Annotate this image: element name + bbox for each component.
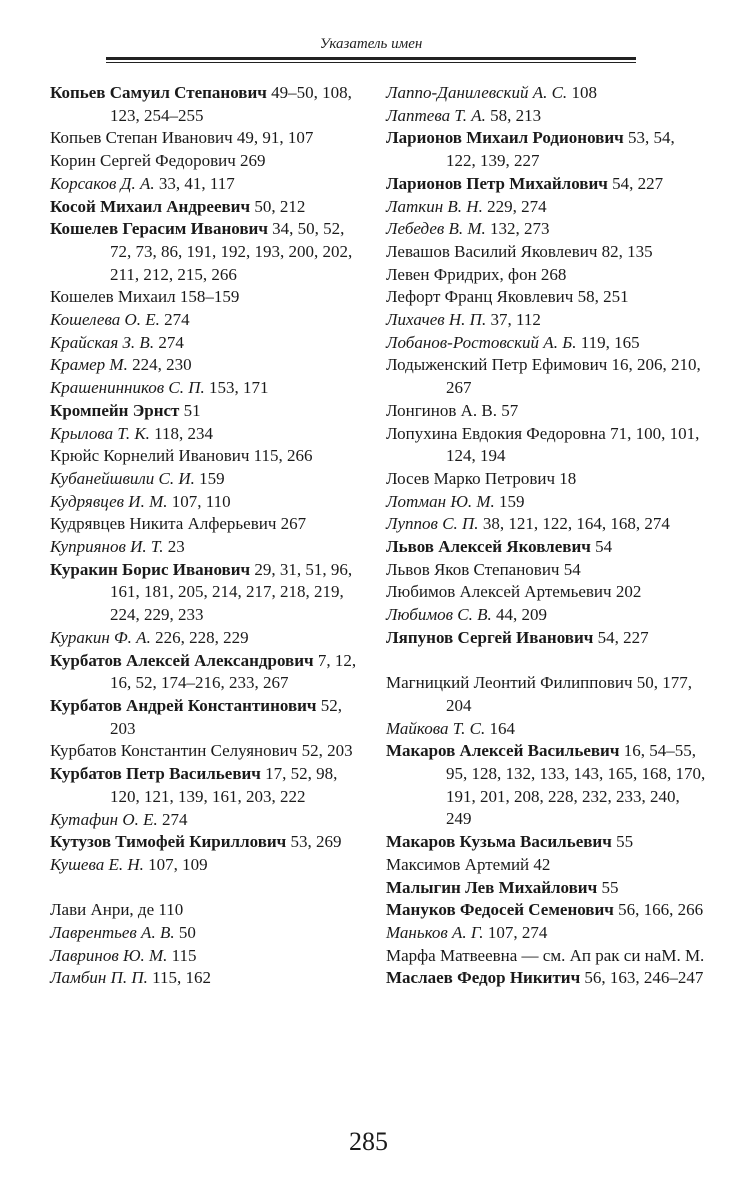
index-entry <box>50 332 368 355</box>
index-entry <box>386 877 706 900</box>
entry-pages: 50 <box>178 923 196 942</box>
entry-name: Крашенинников С. П. <box>50 378 205 398</box>
index-entry <box>386 945 706 968</box>
entry-name: Ларионов Михаил Родионович <box>386 128 624 148</box>
entry-pages: 159 <box>499 491 525 511</box>
entry-name: Лосев Марко Петрович <box>386 468 556 488</box>
entry-name: Левен Фридрих, фон <box>386 264 537 284</box>
entry-pages: 42 <box>533 854 551 874</box>
entry-name: Курбатов Константин Селуянович <box>50 741 298 761</box>
index-entry <box>386 854 706 877</box>
entry-name: Ламбин П. П. <box>50 968 148 988</box>
entry-pages: 33, 41, 117 <box>158 173 235 193</box>
index-entry <box>386 423 706 468</box>
header-rule-thin <box>106 62 636 63</box>
index-entry <box>50 127 368 150</box>
entry-name: Курбатов Алексей Александрович <box>50 650 314 670</box>
index-entry <box>50 854 368 877</box>
entry-name: Кошелева О. Е. <box>50 310 160 330</box>
entry-pages: 224, 230 <box>132 355 192 375</box>
entry-pages: 51 <box>183 400 201 420</box>
entry-name: Лаптева Т. А. <box>386 105 486 125</box>
index-entry <box>386 899 706 922</box>
index-entry <box>386 196 706 219</box>
index-entry <box>386 82 706 105</box>
entry-pages: 159 <box>199 468 225 488</box>
index-entry <box>386 559 706 582</box>
entry-name: Кудрявцев Никита Алферьевич <box>50 514 277 534</box>
entry-pages: 37, 112 <box>490 310 541 330</box>
entry-name: Латкин В. Н. <box>386 196 483 216</box>
entry-pages: 50, 212 <box>254 196 306 216</box>
entry-name: Лотман Ю. М. <box>386 491 495 511</box>
entry-name: Куприянов И. Т. <box>50 537 164 557</box>
entry-pages: 56, 163, 246–247 <box>584 968 704 988</box>
index-entry <box>386 967 706 990</box>
entry-pages: 132, 273 <box>490 219 550 239</box>
entry-name: Кубанейшвили С. И. <box>50 468 195 488</box>
entry-pages: 56, 166, 266 <box>618 900 704 920</box>
index-entry <box>50 763 368 808</box>
index-entry <box>50 377 368 400</box>
index-entry <box>50 831 368 854</box>
entry-name: Львов Яков Степанович <box>386 559 560 579</box>
entry-pages: 164 <box>489 718 515 738</box>
entry-name: Лонгинов А. В. <box>386 400 498 420</box>
index-entry <box>50 445 368 468</box>
entry-name: Лодыженский Петр Ефимович <box>386 355 608 375</box>
entry-pages: 202 <box>615 582 642 602</box>
index-entry <box>50 945 368 968</box>
index-entry <box>50 82 368 127</box>
entry-name: Луппов С. П. <box>386 514 479 534</box>
index-entry <box>386 241 706 264</box>
index-entry <box>50 491 368 514</box>
index-entry <box>50 150 368 173</box>
index-entry <box>386 672 706 717</box>
entry-name: Любимов С. В. <box>386 605 492 625</box>
entry-name: Мануков Федосей Семенович <box>386 900 614 920</box>
entry-name: Копьев Степан Иванович <box>50 128 233 148</box>
entry-name: Курбатов Андрей Константинович <box>50 695 317 715</box>
entry-pages: 107, 110 <box>171 491 231 511</box>
entry-name: Кромпейн Эрнст <box>50 400 180 420</box>
index-entry <box>386 286 706 309</box>
entry-pages: 23 <box>167 537 185 557</box>
index-entry <box>50 809 368 832</box>
entry-pages: 115, 162 <box>152 968 212 988</box>
entry-name: Левашов Василий Яковлевич <box>386 241 598 261</box>
index-entry <box>50 922 368 945</box>
entry-name: Максимов Артемий <box>386 854 530 874</box>
entry-name: Корин Сергей Федорович <box>50 151 236 171</box>
running-header: Указатель имен <box>319 36 423 52</box>
entry-pages: 52, 203 <box>301 741 353 761</box>
entry-name: Ларионов Петр Михайлович <box>386 173 608 193</box>
entry-name: Куракин Борис Иванович <box>50 559 251 579</box>
entry-pages: 18 <box>559 468 577 488</box>
entry-pages: 44, 209 <box>496 605 548 625</box>
entry-pages: 54, 227 <box>597 627 649 647</box>
entry-pages: 82, 135 <box>601 241 653 261</box>
entry-name: Макаров Алексей Васильевич <box>386 741 620 761</box>
index-entry <box>386 332 706 355</box>
entry-pages: 34, 50, 52, 72, 73, 86, 191, 192, 193, 200, 202, 211, 212, 215, 266 <box>110 219 353 284</box>
entry-name: Маньков А. Г. <box>386 923 484 942</box>
entry-pages: 16, 54–55, 95, 128, 132, 133, 143, 165, 168, 170, 191, 201, 208, 228, 232, 233, 240, 249 <box>446 741 706 829</box>
entry-pages: 268 <box>540 264 567 284</box>
index-entry <box>50 627 368 650</box>
index-entry <box>386 831 706 854</box>
index-entry <box>50 218 368 286</box>
entry-pages: 38, 121, 122, 164, 168, 274 <box>482 514 670 534</box>
entry-name: Лавринов Ю. М. <box>50 945 168 965</box>
index-entry <box>386 627 706 650</box>
entry-name: Кутузов Тимофей Кириллович <box>50 832 287 852</box>
index-entry <box>386 513 706 536</box>
entry-pages: 49–50, 108, 123, 254–255 <box>110 83 352 125</box>
entry-pages: 110 <box>158 900 184 920</box>
entry-pages: 58, 213 <box>490 105 542 125</box>
entry-pages: 118, 234 <box>154 423 213 443</box>
entry-pages: 274 <box>164 310 190 330</box>
entry-name: Крюйс Корнелий Иванович <box>50 446 250 466</box>
index-entry <box>386 173 706 196</box>
index-entry <box>386 581 706 604</box>
index-entry <box>50 559 368 627</box>
index-entry <box>386 718 706 741</box>
entry-pages: 115, 266 <box>253 446 313 466</box>
index-entry <box>386 400 706 423</box>
entry-pages: 115 <box>171 945 197 965</box>
entry-name: Лихачев Н. П. <box>386 310 487 330</box>
entry-pages: 7, 12, 16, 52, 174–216, 233, 267 <box>110 650 357 693</box>
entry-name: Крайская З. В. <box>50 332 155 352</box>
index-entry <box>386 740 706 831</box>
entry-pages: 267 <box>280 514 307 534</box>
entry-pages: 108 <box>571 83 597 102</box>
entry-name: Малыгин Лев Михайлович <box>386 877 598 897</box>
index-entry <box>50 423 368 446</box>
index-entry <box>50 286 368 309</box>
entry-pages: 229, 274 <box>487 196 547 216</box>
entry-name: Копьев Самуил Степанович <box>50 83 267 102</box>
entry-pages: 57 <box>501 400 519 420</box>
entry-pages: 53, 54, 122, 139, 227 <box>446 128 675 171</box>
entry-pages: 71, 100, 101, 124, 194 <box>446 423 700 466</box>
entry-pages: 55 <box>601 877 619 897</box>
entry-pages: 54, 227 <box>612 173 664 193</box>
entry-name: Лобанов-Ростовский А. Б. <box>386 332 577 352</box>
index-entry <box>50 967 368 990</box>
index-entry <box>386 922 706 945</box>
index-entry <box>386 127 706 172</box>
entry-name: Любимов Алексей Артемьевич <box>386 582 612 602</box>
entry-pages: 55 <box>616 832 634 852</box>
index-entry <box>50 173 368 196</box>
entry-name: Львов Алексей Яковлевич <box>386 537 591 557</box>
entry-pages: 17, 52, 98, 120, 121, 139, 161, 203, 222 <box>110 764 338 806</box>
section-gap <box>386 650 706 673</box>
entry-name: Корсаков Д. А. <box>50 173 155 193</box>
index-entry <box>50 196 368 219</box>
entry-name: Лебедев В. М. <box>386 219 486 239</box>
entry-name: Косой Михаил Андреевич <box>50 196 251 216</box>
entry-name: Кутафин О. Е. <box>50 809 158 829</box>
section-gap <box>50 877 368 900</box>
entry-name: Майкова Т. С. <box>386 718 486 738</box>
entry-name: Макаров Кузьма Васильевич <box>386 832 612 852</box>
entry-pages: 153, 171 <box>209 378 269 398</box>
index-entry <box>50 513 368 536</box>
index-entry <box>386 264 706 287</box>
entry-pages: 107, 274 <box>487 923 548 942</box>
index-entry <box>50 468 368 491</box>
entry-pages: 274 <box>158 332 184 352</box>
entry-pages: 49, 91, 107 <box>236 128 314 148</box>
index-entry <box>386 491 706 514</box>
entry-name: Кошелев Герасим Иванович <box>50 219 268 239</box>
index-entry <box>50 354 368 377</box>
entry-name: Крылова Т. К. <box>50 423 150 443</box>
index-column-right <box>386 82 706 990</box>
entry-pages: 54 <box>563 559 581 579</box>
entry-name: Лаппо-Данилевский А. С. <box>386 83 568 102</box>
entry-name: Крамер М. <box>50 355 128 375</box>
index-entry <box>386 468 706 491</box>
index-column-left <box>50 82 368 990</box>
index-entry <box>386 536 706 559</box>
index-entry <box>50 309 368 332</box>
entry-pages: 158–159 <box>179 287 240 307</box>
entry-name: Марфа Матвеевна — см. Ап рак си наМ. М. <box>386 945 705 965</box>
entry-name: Кудрявцев И. М. <box>50 491 168 511</box>
entry-name: Курбатов Петр Васильевич <box>50 764 261 784</box>
entry-pages: 50, 177, 204 <box>446 673 693 715</box>
entry-pages: 29, 31, 51, 96, 161, 181, 205, 214, 217, 218, 219, 224, 229, 233 <box>110 559 353 625</box>
index-entry <box>50 899 368 922</box>
page-number: 285 <box>349 1127 388 1156</box>
index-entry <box>386 604 706 627</box>
index-entry <box>50 740 368 763</box>
entry-name: Кушева Е. Н. <box>50 854 144 874</box>
entry-pages: 58, 251 <box>577 287 629 307</box>
index-entry <box>50 400 368 423</box>
index-entry <box>50 536 368 559</box>
entry-name: Куракин Ф. А. <box>50 627 151 647</box>
entry-name: Лаврентьев А. В. <box>50 923 175 942</box>
entry-name: Ляпунов Сергей Иванович <box>386 627 594 647</box>
entry-pages: 52, 203 <box>110 695 343 738</box>
entry-name: Кошелев Михаил <box>50 287 176 307</box>
index-entry <box>386 218 706 241</box>
entry-pages: 269 <box>240 151 266 171</box>
entry-pages: 226, 228, 229 <box>155 627 249 647</box>
entry-pages: 16, 206, 210, 267 <box>446 355 701 398</box>
entry-name: Лефорт Франц Яковлевич <box>386 287 574 307</box>
header-rule-thick <box>106 57 636 60</box>
entry-name: Лави Анри, де <box>50 900 155 920</box>
entry-pages: 119, 165 <box>580 332 640 352</box>
entry-name: Магницкий Леонтий Филиппович <box>386 673 633 693</box>
index-entry <box>50 695 368 740</box>
index-entry <box>50 650 368 695</box>
entry-name: Лопухина Евдокия Федоровна <box>386 423 606 443</box>
entry-pages: 274 <box>162 809 188 829</box>
entry-pages: 107, 109 <box>148 854 208 874</box>
index-entry <box>386 354 706 399</box>
entry-pages: 54 <box>595 537 613 557</box>
entry-name: Маслаев Федор Никитич <box>386 968 581 988</box>
entry-pages: 53, 269 <box>290 832 342 852</box>
index-entry <box>386 309 706 332</box>
index-entry <box>386 105 706 128</box>
